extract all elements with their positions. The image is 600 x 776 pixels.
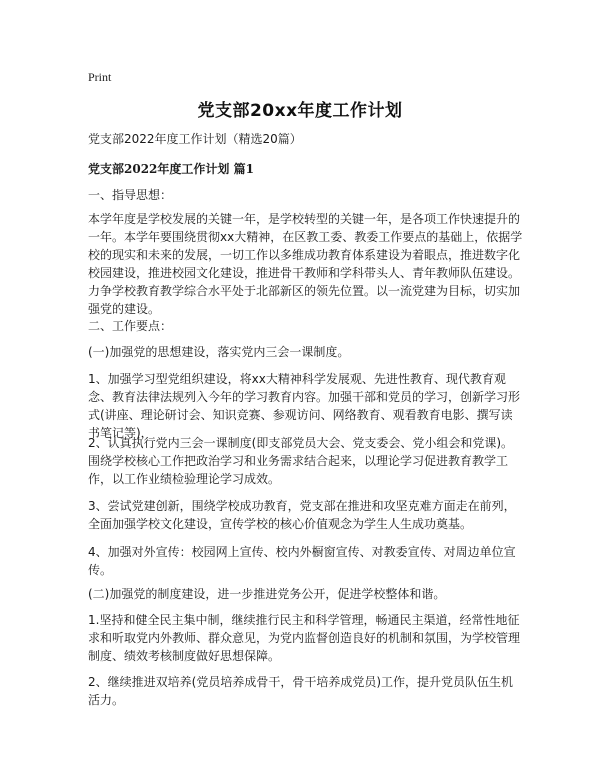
paragraph-guiding-ideology-heading: 一、指导思想： xyxy=(88,188,173,202)
paragraph-item-1: 1、加强学习型党组织建设，将xx大精神科学发展观、先进性教育、现代教育观念、教育法律法规列入今年的学习教育内容。加强干部和党员的学习，创新学习形式(讲座、理论研讨会、知识竞赛、参观访问、网络教育、观看教育电影、撰写读书笔记等)， xyxy=(88,372,521,440)
paragraph-item-2-1: 1.坚持和健全民主集中制，继续推行民主和科学管理，畅通民主渠道，经常性地征求和听取党内外教师、群众意见，为党内监督创造良好的机制和氛围，为学校管理制度、绩效考核制度做好思想保障。 xyxy=(88,613,521,663)
document-subtitle: 党支部2022年度工作计划（精选20篇） xyxy=(88,132,302,146)
paragraph-guiding-ideology: 本学年度是学校发展的关键一年，是学校转型的关键一年，是各项工作快速提升的一年。本学年要围绕贯彻xx大精神，在区教工委、教委工作要点的基础上，依据学校的现实和未来的发展，一切工作以多维成功教育体系建设为着眼点，推进数字化校园建设，推进校园文化建设，推进骨干教师和学科带头人、青年教师队伍建设。力争学校教育教学综合水平处于北部新区的领先位置。以一流党建为目标，切实加强党的建设。 xyxy=(88,212,523,316)
section-heading: 党支部2022年度工作计划 篇1 xyxy=(88,162,254,176)
paragraph-item-2-2: 2、继续推进双培养(党员培养成骨干，骨干培养成党员)工作，提升党员队伍生机活力。 xyxy=(88,675,514,707)
document-title: 党支部20xx年度工作计划 xyxy=(197,101,403,121)
paragraph-item-4: 4、加强对外宣传：校园网上宣传、校内外橱窗宣传、对教委宣传、对周边单位宣传。 xyxy=(88,545,516,577)
print-label: Print xyxy=(88,70,112,84)
paragraph-item-2: 2、认真执行党内三会一课制度(即支部党员大会、党支委会、党小组会和党课)。围绕学校核心工作把政治学习和业务需求结合起来，以理论学习促进教育教学工作，以工作业绩检验理论学习成效。 xyxy=(88,436,514,486)
paragraph-item-3: 3、尝试党建创新，围绕学校成功教育，党支部在推进和攻坚克难方面走在前列，全面加强学校文化建设，宣传学校的核心价值观念为学生人生成功奠基。 xyxy=(88,499,516,531)
paragraph-subsection-one: (一)加强党的思想建设，落实党内三会一课制度。 xyxy=(88,345,350,359)
paragraph-subsection-two: (二)加强党的制度建设，进一步推进党务公开，促进学校整体和谐。 xyxy=(88,587,446,601)
paragraph-work-points-heading: 二、工作要点： xyxy=(88,319,173,333)
